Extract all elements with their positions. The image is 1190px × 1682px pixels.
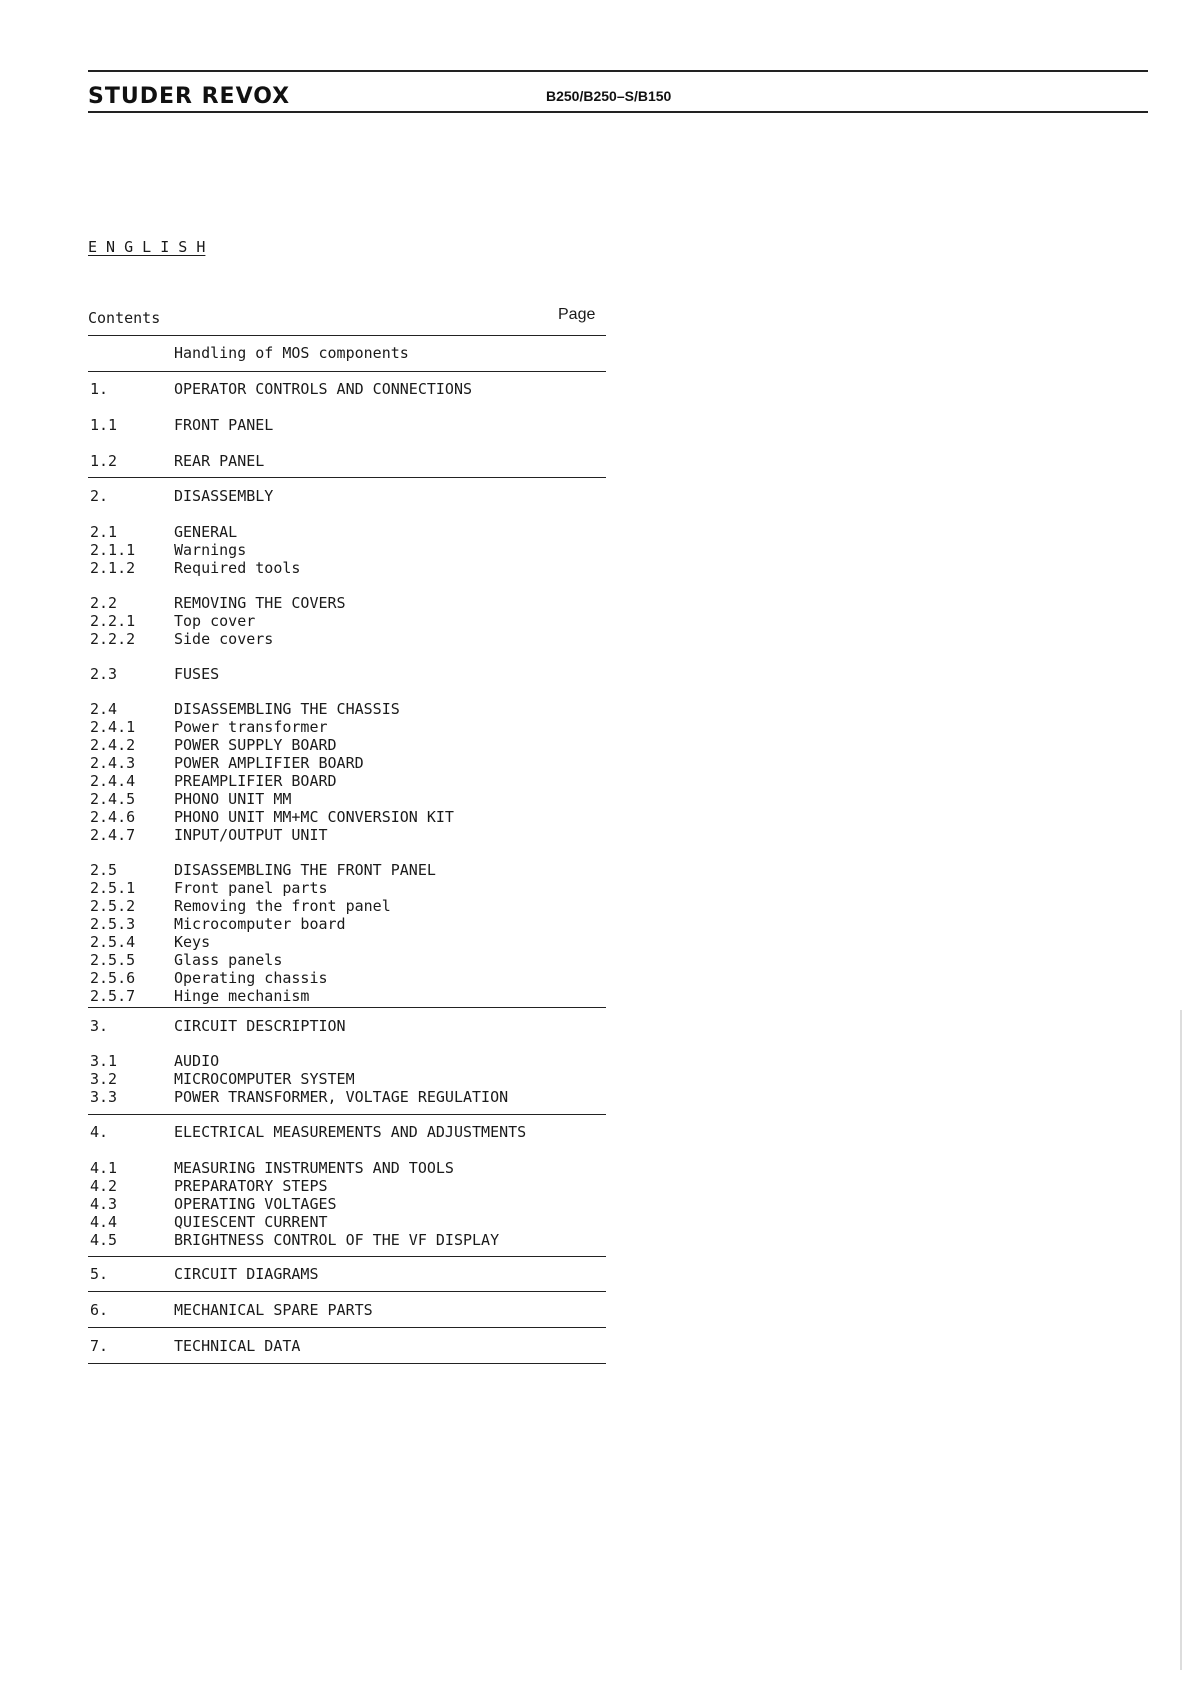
toc-entry-title: Warnings	[174, 541, 247, 559]
toc-rule	[88, 335, 606, 336]
toc-entry-title: Front panel parts	[174, 879, 328, 897]
toc-rule	[88, 371, 606, 372]
toc-entry	[88, 933, 606, 951]
toc-entry-number: 2.5.7	[90, 987, 136, 1005]
toc-entry	[88, 718, 606, 736]
toc-entry-number: 2.4.2	[90, 736, 136, 754]
toc-rule	[88, 1291, 606, 1292]
toc-entry-title: FRONT PANEL	[174, 416, 274, 434]
toc-entry-title: ELECTRICAL MEASUREMENTS AND ADJUSTMENTS	[174, 1123, 527, 1141]
toc-entry	[88, 523, 606, 541]
toc-entry-number: 3.2	[90, 1070, 118, 1088]
toc-entry	[88, 826, 606, 844]
toc-entry-title: Operating chassis	[174, 969, 328, 987]
toc-entry-number: 2.5.6	[90, 969, 136, 987]
toc-entry-number: 1.1	[90, 416, 118, 434]
toc-entry	[88, 1301, 606, 1319]
toc-entry-number: 4.3	[90, 1195, 118, 1213]
toc-entry-number: 2.4.3	[90, 754, 136, 772]
toc-entry-title: CIRCUIT DIAGRAMS	[174, 1265, 319, 1283]
toc-rule	[88, 1327, 606, 1328]
toc-entry	[88, 790, 606, 808]
toc-entry-title: Power transformer	[174, 718, 328, 736]
toc-entry-number: 2.4.6	[90, 808, 136, 826]
toc-entry-title: Microcomputer board	[174, 915, 346, 933]
toc-entry-title: REAR PANEL	[174, 452, 265, 470]
toc-entry	[88, 1337, 606, 1355]
toc-entry-title: DISASSEMBLY	[174, 487, 274, 505]
toc-entry-title: Handling of MOS components	[174, 344, 409, 362]
toc-entry-title: FUSES	[174, 665, 220, 683]
toc-entry-number: 4.1	[90, 1159, 118, 1177]
toc-entry	[88, 772, 606, 790]
toc-rule	[88, 1363, 606, 1364]
toc-entry	[88, 808, 606, 826]
toc-entry-title: DISASSEMBLING THE CHASSIS	[174, 700, 400, 718]
scan-margin-mark	[1180, 1010, 1182, 1670]
toc-entry	[88, 1265, 606, 1283]
toc-entry-title: PHONO UNIT MM+MC CONVERSION KIT	[174, 808, 454, 826]
toc-entry	[88, 1088, 606, 1106]
toc-entry	[88, 1070, 606, 1088]
toc-entry	[88, 754, 606, 772]
toc-entry-number: 3.	[90, 1017, 109, 1035]
toc-entry	[88, 897, 606, 915]
toc-entry-number: 2.4.1	[90, 718, 136, 736]
contents-label: Contents	[88, 309, 161, 327]
header-bottom-rule	[88, 111, 1148, 113]
toc-rule	[88, 1007, 606, 1008]
toc-entry-title: MICROCOMPUTER SYSTEM	[174, 1070, 355, 1088]
toc-entry	[88, 987, 606, 1005]
toc-entry	[88, 1017, 606, 1035]
toc-entry	[88, 1159, 606, 1177]
toc-entry	[88, 665, 606, 683]
toc-entry-number: 2.4.4	[90, 772, 136, 790]
toc-entry-title: Top cover	[174, 612, 256, 630]
toc-entry-number: 2.4.5	[90, 790, 136, 808]
toc-entry-title: REMOVING THE COVERS	[174, 594, 346, 612]
toc-entry-number: 3.3	[90, 1088, 118, 1106]
toc-rule	[88, 1256, 606, 1257]
toc-entry-number: 2.5.3	[90, 915, 136, 933]
toc-entry-number: 2.4.7	[90, 826, 136, 844]
toc-entry-number: 4.4	[90, 1213, 118, 1231]
toc-entry-title: OPERATING VOLTAGES	[174, 1195, 337, 1213]
toc-entry-number: 2.1.1	[90, 541, 136, 559]
toc-entry	[88, 1052, 606, 1070]
toc-entry	[88, 879, 606, 897]
toc-entry-title: Glass panels	[174, 951, 283, 969]
toc-entry-title: OPERATOR CONTROLS AND CONNECTIONS	[174, 380, 473, 398]
toc-entry	[88, 1213, 606, 1231]
toc-entry-number: 2.1.2	[90, 559, 136, 577]
toc-entry	[88, 1123, 606, 1141]
toc-entry-title: AUDIO	[174, 1052, 220, 1070]
toc-entry-number: 2.2.2	[90, 630, 136, 648]
toc-entry-title: Removing the front panel	[174, 897, 391, 915]
toc-entry-number: 2.5.5	[90, 951, 136, 969]
toc-entry-number: 7.	[90, 1337, 109, 1355]
toc-entry	[88, 541, 606, 559]
toc-entry-number: 6.	[90, 1301, 109, 1319]
header-top-rule	[88, 70, 1148, 72]
toc-entry-title: POWER AMPLIFIER BOARD	[174, 754, 364, 772]
toc-entry-number: 2.5.1	[90, 879, 136, 897]
toc-entry-title: MECHANICAL SPARE PARTS	[174, 1301, 373, 1319]
toc-entry-title: Hinge mechanism	[174, 987, 310, 1005]
toc-entry-number: 2.2.1	[90, 612, 136, 630]
toc-entry-number: 1.	[90, 380, 109, 398]
toc-entry	[88, 559, 606, 577]
toc-entry-number: 1.2	[90, 452, 118, 470]
toc-entry-number: 5.	[90, 1265, 109, 1283]
toc-entry	[88, 594, 606, 612]
language-heading: E N G L I S H	[88, 238, 206, 256]
toc-entry-number: 4.	[90, 1123, 109, 1141]
toc-entry-number: 3.1	[90, 1052, 118, 1070]
toc-entry-title: PHONO UNIT MM	[174, 790, 292, 808]
toc-entry	[88, 736, 606, 754]
toc-entry-title: POWER SUPPLY BOARD	[174, 736, 337, 754]
toc-entry-title: INPUT/OUTPUT UNIT	[174, 826, 328, 844]
toc-entry-title: Required tools	[174, 559, 301, 577]
toc-entry	[88, 951, 606, 969]
toc-entry	[88, 612, 606, 630]
toc-entry	[88, 1231, 606, 1249]
toc-entry	[88, 487, 606, 505]
toc-entry-title: MEASURING INSTRUMENTS AND TOOLS	[174, 1159, 454, 1177]
toc-entry-title: DISASSEMBLING THE FRONT PANEL	[174, 861, 436, 879]
toc-entry	[88, 1177, 606, 1195]
toc-entry-title: Side covers	[174, 630, 274, 648]
toc-entry	[88, 630, 606, 648]
toc-entry	[88, 861, 606, 879]
toc-entry	[88, 700, 606, 718]
brand-logo: STUDER REVOX	[88, 84, 291, 109]
page-column-label: Page	[558, 306, 596, 323]
toc-entry-number: 2.2	[90, 594, 118, 612]
toc-entry-title: CIRCUIT DESCRIPTION	[174, 1017, 346, 1035]
model-number: B250/B250–S/B150	[546, 88, 672, 104]
toc-entry-title: POWER TRANSFORMER, VOLTAGE REGULATION	[174, 1088, 509, 1106]
toc-entry	[88, 452, 606, 470]
toc-entry-title: PREPARATORY STEPS	[174, 1177, 328, 1195]
toc-entry-number: 4.5	[90, 1231, 118, 1249]
toc-entry	[88, 344, 606, 362]
toc-entry-number: 2.5.4	[90, 933, 136, 951]
toc-entry-title: TECHNICAL DATA	[174, 1337, 301, 1355]
toc-entry-number: 2.5.2	[90, 897, 136, 915]
toc-entry-number: 2.	[90, 487, 109, 505]
toc-entry-number: 4.2	[90, 1177, 118, 1195]
toc-entry-title: GENERAL	[174, 523, 238, 541]
toc-entry-number: 2.4	[90, 700, 118, 718]
toc-entry-title: PREAMPLIFIER BOARD	[174, 772, 337, 790]
toc-entry-number: 2.3	[90, 665, 118, 683]
toc-entry-title: Keys	[174, 933, 211, 951]
toc-rule	[88, 477, 606, 478]
toc-entry-title: BRIGHTNESS CONTROL OF THE VF DISPLAY	[174, 1231, 500, 1249]
toc-entry-number: 2.1	[90, 523, 118, 541]
toc-entry	[88, 915, 606, 933]
toc-entry	[88, 380, 606, 398]
toc-entry-title: QUIESCENT CURRENT	[174, 1213, 328, 1231]
toc-entry	[88, 416, 606, 434]
toc-rule	[88, 1114, 606, 1115]
toc-entry	[88, 969, 606, 987]
toc-entry-number: 2.5	[90, 861, 118, 879]
toc-entry	[88, 1195, 606, 1213]
